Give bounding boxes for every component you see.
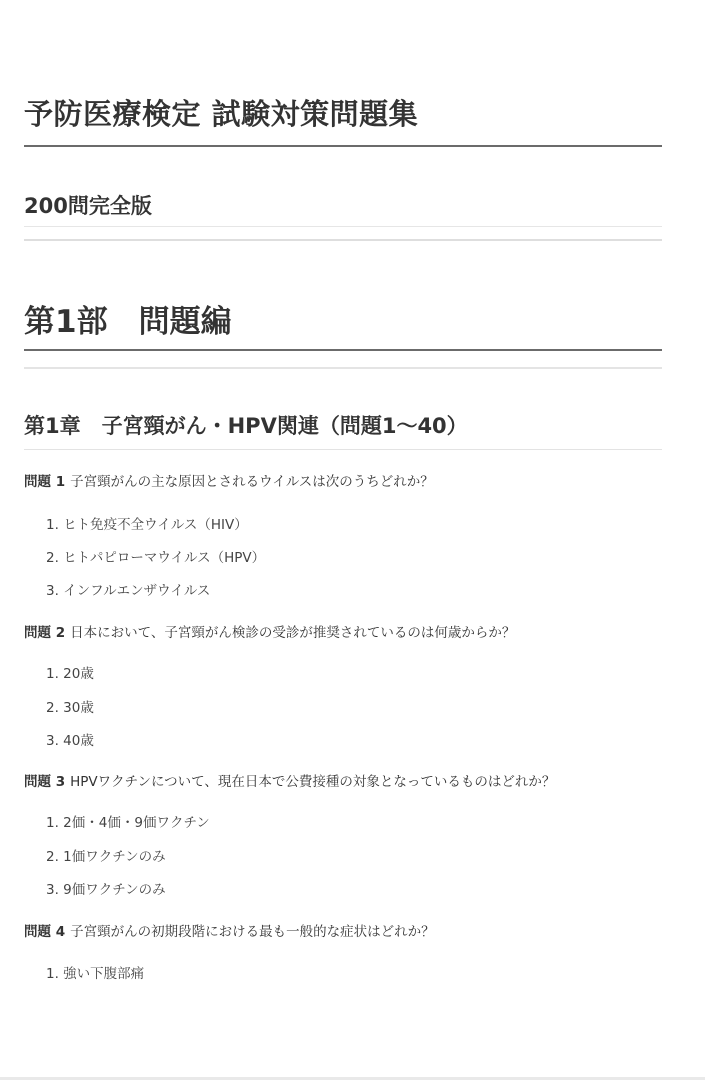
- chapter-title-divider: [24, 449, 662, 450]
- question-3-option-2: 2. 1価ワクチンのみ: [46, 849, 166, 865]
- question-text: HPVワクチンについて、現在日本で公費接種の対象となっているものはどれか？: [70, 774, 556, 790]
- question-1-option-1: 1. ヒト免疫不全ウイルス（HIV）: [46, 517, 248, 533]
- question-4: [24, 920, 435, 940]
- subtitle-divider: [24, 226, 662, 241]
- question-1: [24, 470, 434, 490]
- title-underline: [24, 145, 662, 147]
- document-title: 予防医療検定 試験対策問題集: [24, 97, 419, 131]
- question-3-option-1: 1. 2価・4価・9価ワクチン: [46, 815, 210, 831]
- question-2-option-3: 3. 40歳: [46, 733, 94, 749]
- part-title-underline: [24, 349, 662, 351]
- question-1-option-2: 2. ヒトパピローマウイルス（HPV）: [46, 550, 266, 566]
- question-1-option-3: 3. インフルエンザウイルス: [46, 583, 211, 599]
- question-label: 問題 1: [24, 474, 66, 490]
- question-text: 子宮頸がんの主な原因とされるウイルスは次のうちどれか？: [70, 474, 434, 490]
- question-text: 子宮頸がんの初期段階における最も一般的な症状はどれか？: [70, 924, 435, 940]
- part-title-divider: [24, 367, 662, 369]
- chapter-title: 第1章 子宮頸がん・HPV関連（問題1〜40）: [24, 414, 468, 438]
- question-label: 問題 4: [24, 924, 66, 940]
- question-2-option-1: 1. 20歳: [46, 666, 94, 682]
- question-label: 問題 2: [24, 625, 66, 641]
- document-subtitle: 200問完全版: [24, 194, 152, 218]
- question-text: 日本において、子宮頸がん検診の受診が推奨されているのは何歳からか？: [70, 625, 516, 641]
- question-3-option-3: 3. 9価ワクチンのみ: [46, 882, 166, 898]
- question-4-option-1: 1. 強い下腹部痛: [46, 966, 145, 982]
- question-3: [24, 770, 555, 790]
- question-label: 問題 3: [24, 774, 66, 790]
- question-2-option-2: 2. 30歳: [46, 700, 94, 716]
- part-title: 第1部 問題編: [24, 304, 232, 340]
- question-2: [24, 621, 515, 641]
